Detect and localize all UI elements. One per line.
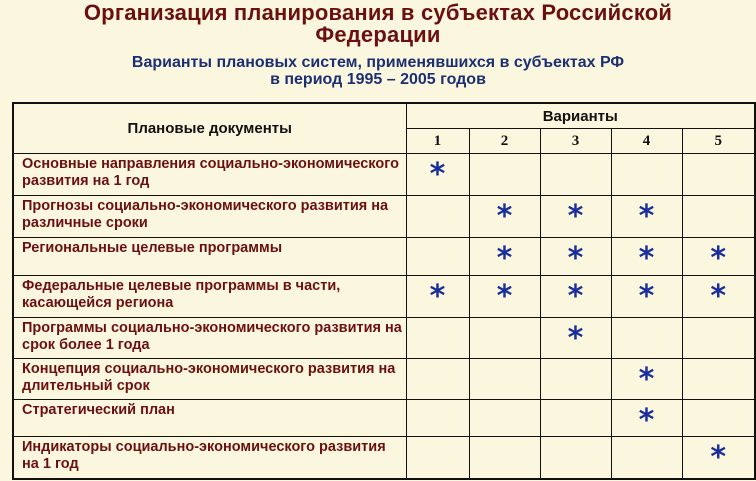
table-row xyxy=(13,195,755,237)
variant-mark: * xyxy=(540,275,611,317)
variant-number-header: 2 xyxy=(469,129,540,154)
subtitle-line-1: Варианты плановых систем, применявшихся в субъектах РФ xyxy=(131,54,625,71)
variant-cell-empty xyxy=(682,154,755,196)
variant-cell-empty xyxy=(611,154,682,196)
table-row xyxy=(13,275,755,317)
variant-cell-empty xyxy=(540,358,611,399)
variant-mark: * xyxy=(682,237,755,275)
variant-cell-empty xyxy=(469,399,540,437)
variant-cell-empty xyxy=(406,437,469,479)
planning-document-label: Федеральные целевые программы в части, касающейся региона xyxy=(13,275,406,317)
page-subtitle xyxy=(0,54,756,88)
variant-mark: * xyxy=(406,154,469,196)
variant-mark: * xyxy=(540,317,611,358)
variant-cell-empty xyxy=(406,237,469,275)
variant-mark: * xyxy=(611,237,682,275)
variant-cell-empty xyxy=(406,358,469,399)
variant-mark: * xyxy=(611,275,682,317)
planning-systems-table xyxy=(12,102,756,480)
variant-cell-empty xyxy=(611,317,682,358)
table-row xyxy=(13,237,755,275)
title-line-1: Организация планирования в субъектах Российской xyxy=(83,0,673,25)
variant-mark: * xyxy=(469,275,540,317)
page-title xyxy=(0,2,756,46)
table-row xyxy=(13,437,755,479)
variant-mark: * xyxy=(611,195,682,237)
variant-mark: * xyxy=(611,399,682,437)
variant-mark: * xyxy=(540,237,611,275)
variant-cell-empty xyxy=(611,437,682,479)
variant-number-header: 5 xyxy=(682,129,755,154)
variant-mark: * xyxy=(469,237,540,275)
planning-document-label: Концепция социально-экономического развития на длительный срок xyxy=(13,358,406,399)
table-row xyxy=(13,358,755,399)
docs-column-header: Плановые документы xyxy=(13,103,406,154)
variant-number-header: 3 xyxy=(540,129,611,154)
variant-cell-empty xyxy=(540,437,611,479)
table-row xyxy=(13,317,755,358)
variant-mark: * xyxy=(469,195,540,237)
variant-mark: * xyxy=(406,275,469,317)
variant-cell-empty xyxy=(469,437,540,479)
variant-cell-empty xyxy=(469,358,540,399)
variant-cell-empty xyxy=(469,154,540,196)
planning-document-label: Программы социально-экономического развития на срок более 1 года xyxy=(13,317,406,358)
planning-document-label: Прогнозы социально-экономического развития на различные сроки xyxy=(13,195,406,237)
title-line-2: Федерации xyxy=(315,22,441,47)
variant-cell-empty xyxy=(406,317,469,358)
variant-cell-empty xyxy=(406,195,469,237)
planning-document-label: Региональные целевые программы xyxy=(13,237,406,275)
table-row xyxy=(13,154,755,196)
variant-cell-empty xyxy=(540,154,611,196)
planning-document-label: Индикаторы социально-экономического развития на 1 год xyxy=(13,437,406,479)
variant-cell-empty xyxy=(682,195,755,237)
planning-document-label: Стратегический план xyxy=(13,399,406,437)
variant-mark: * xyxy=(682,275,755,317)
variant-mark: * xyxy=(611,358,682,399)
variant-mark: * xyxy=(682,437,755,479)
table-row xyxy=(13,399,755,437)
table-body xyxy=(13,154,755,480)
planning-document-label: Основные направления социально-экономического развития на 1 год xyxy=(13,154,406,196)
variant-number-header: 4 xyxy=(611,129,682,154)
variant-cell-empty xyxy=(406,399,469,437)
variant-cell-empty xyxy=(682,317,755,358)
variants-column-header: Варианты xyxy=(406,103,755,129)
variant-cell-empty xyxy=(682,399,755,437)
variant-mark: * xyxy=(540,195,611,237)
variant-cell-empty xyxy=(469,317,540,358)
subtitle-line-2: в период 1995 – 2005 годов xyxy=(270,71,486,88)
variant-cell-empty xyxy=(540,399,611,437)
variant-cell-empty xyxy=(682,358,755,399)
variant-number-header: 1 xyxy=(406,129,469,154)
